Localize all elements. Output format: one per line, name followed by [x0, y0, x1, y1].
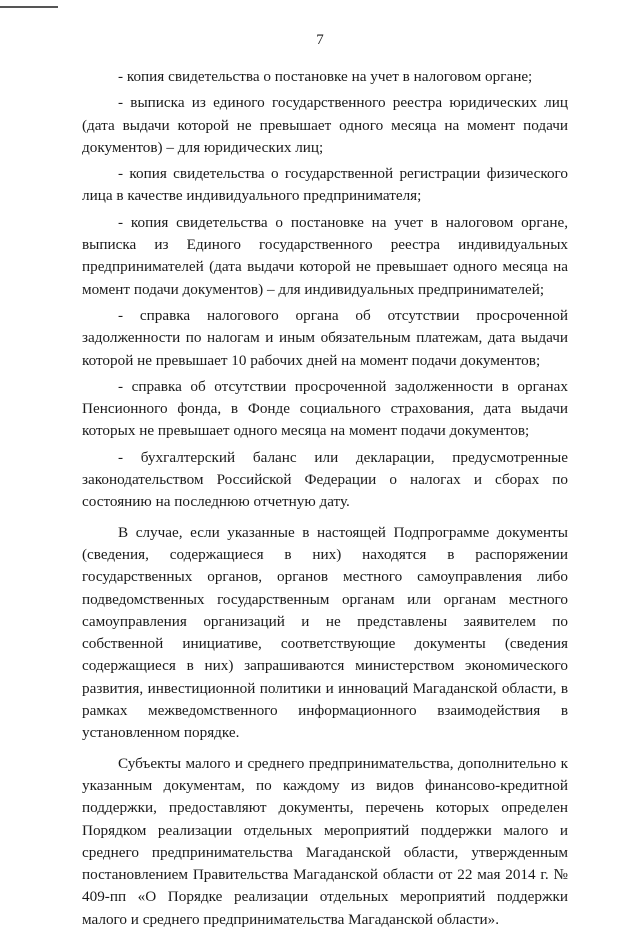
list-item-tax-authority-certificate: - справка налогового органа об отсутствии просроченной задолженности по налогам и иным обязательным платежам, дата выдачи которой не превышает 10 рабочих дней на момент подачи документов;: [82, 306, 568, 369]
paragraph-interagency-request: В случае, если указанные в настоящей Подпрограмме документы (сведения, содержащиеся в них) находятся в распоряжении государственных органов, органов местного самоуправления либо подведомственных государственным органам или органам местного самоуправления организаций и не представлены заявителем по собственной инициативе, соответствующие документы (сведения содержащиеся в них) запрашиваются министерством экономического развития, инвестиционной политики и инноваций Магаданской области, в рамках межведомственного информационного взаимодействия в установленном порядке.: [82, 523, 568, 742]
list-item-pension-fund-certificate: - справка об отсутствии просроченной задолженности в органах Пенсионного фонда, в Фонде социального страхования, дата выдачи которых не превышает одного месяца на момент подачи документов;: [82, 377, 568, 440]
list-item-entrepreneur-registration-copy: - копия свидетельства о государственной регистрации физического лица в качестве индивидуального предпринимателя;: [82, 165, 568, 205]
list-item-tax-registration-copy: - копия свидетельства о постановке на учет в налоговом органе;: [118, 68, 533, 85]
paragraph-additional-documents: Субъекты малого и среднего предпринимательства, дополнительно к указанным документам, по каждому из видов финансово-кредитной поддержки, предоставляют документы, перечень которых определен Порядком реализации отдельных мероприятий поддержки малого и среднего предпринимательства Магаданской области, утвержденным постановлением Правительства Магаданской области от 22 мая 2014 г. № 409-пп «О Порядке реализации отдельных мероприятий поддержки малого и среднего предпринимательства Магаданской области».: [82, 754, 568, 928]
list-item-entrepreneur-register-extract: - копия свидетельства о постановке на учет в налоговом органе, выписка из Единого государственного реестра индивидуальных предпринимателей (дата выдачи которой не превышает одного месяца на момент подачи документов) – для индивидуальных предпринимателей;: [82, 213, 568, 298]
list-item-legal-entity-register-extract: - выписка из единого государственного реестра юридических лиц (дата выдачи которой не превышает одного месяца на момент подачи документов) – для юридических лиц;: [82, 94, 568, 156]
document-body: [82, 66, 568, 935]
scan-edge-mark: [0, 6, 58, 8]
page-number: 7: [316, 32, 324, 48]
list-item-balance-sheet: - бухгалтерский баланс или декларации, предусмотренные законодательством Российской Федерации о налогах и сборах по состоянию на последнюю отчетную дату.: [82, 448, 568, 511]
